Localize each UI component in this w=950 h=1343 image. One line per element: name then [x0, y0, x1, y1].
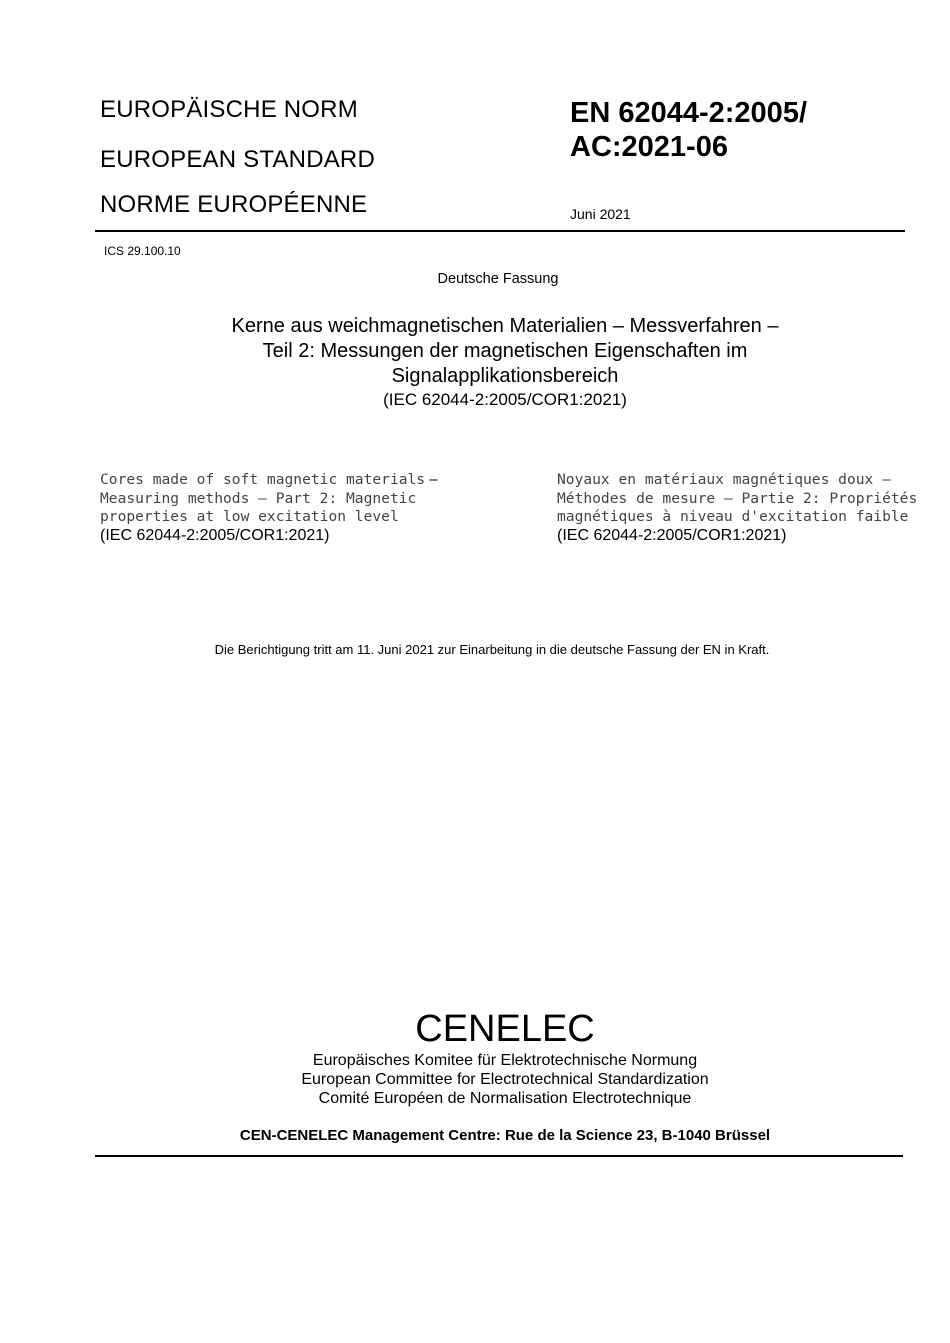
title-reference: (IEC 62044-2:2005/COR1:2021) [383, 390, 627, 409]
organization-name: CENELEC [415, 1008, 595, 1050]
norm-label-english: EUROPEAN STANDARD [100, 146, 375, 173]
header-divider [95, 230, 905, 232]
title-line-1: Kerne aus weichmagnetischen Materialien – Messverfahren – [231, 315, 779, 337]
french-title-reference: (IEC 62044-2:2005/COR1:2021) [557, 526, 787, 544]
version-label: Deutsche Fassung [437, 271, 559, 287]
english-title-line-3: properties at low excitation level [100, 508, 399, 525]
footer-divider [95, 1155, 903, 1157]
french-title [557, 471, 927, 545]
organization-name-french: Comité Européen de Normalisation Electrotechnique [318, 1090, 692, 1107]
organization-block [0, 1007, 950, 1108]
french-title-line-2: Méthodes de mesure – Partie 2: Propriétés [557, 489, 918, 507]
english-title-reference: (IEC 62044-2:2005/COR1:2021) [100, 526, 330, 544]
title-line-3: Signalapplikationsbereich [391, 365, 619, 387]
organization-name-german: Europäisches Komitee für Elektrotechnische Normung [312, 1052, 698, 1069]
ics-code: ICS 29.100.10 [104, 244, 181, 258]
english-title-dash: – [425, 471, 438, 488]
english-title-line-2: Measuring methods – Part 2: Magnetic [100, 489, 417, 507]
english-title [100, 471, 500, 545]
french-title-line-3: magnétiques à niveau d'excitation faible [557, 508, 909, 525]
document-number-line2: AC:2021-06 [570, 131, 728, 163]
norm-label-german: EUROPÄISCHE NORM [100, 96, 358, 123]
correction-notice: Die Berichtigung tritt am 11. Juni 2021 zur Einarbeitung in die deutsche Fassung der EN in Kraft. [214, 642, 770, 657]
document-number [570, 96, 807, 164]
norm-label-french: NORME EUROPÉENNE [100, 191, 368, 218]
publication-date: Juni 2021 [570, 206, 631, 222]
document-number-line1: EN 62044-2:2005/ [570, 97, 807, 129]
organization-name-english: European Committee for Electrotechnical Standardization [301, 1071, 709, 1088]
english-title-line-1: Cores made of soft magnetic materials [100, 471, 426, 488]
management-centre-address: CEN-CENELEC Management Centre: Rue de la Science 23, B-1040 Brüssel [239, 1127, 771, 1144]
title-line-2: Teil 2: Messungen der magnetischen Eigenschaften im [262, 340, 748, 362]
french-title-line-1: Noyaux en matériaux magnétiques doux – [557, 471, 891, 488]
document-title [0, 314, 950, 411]
